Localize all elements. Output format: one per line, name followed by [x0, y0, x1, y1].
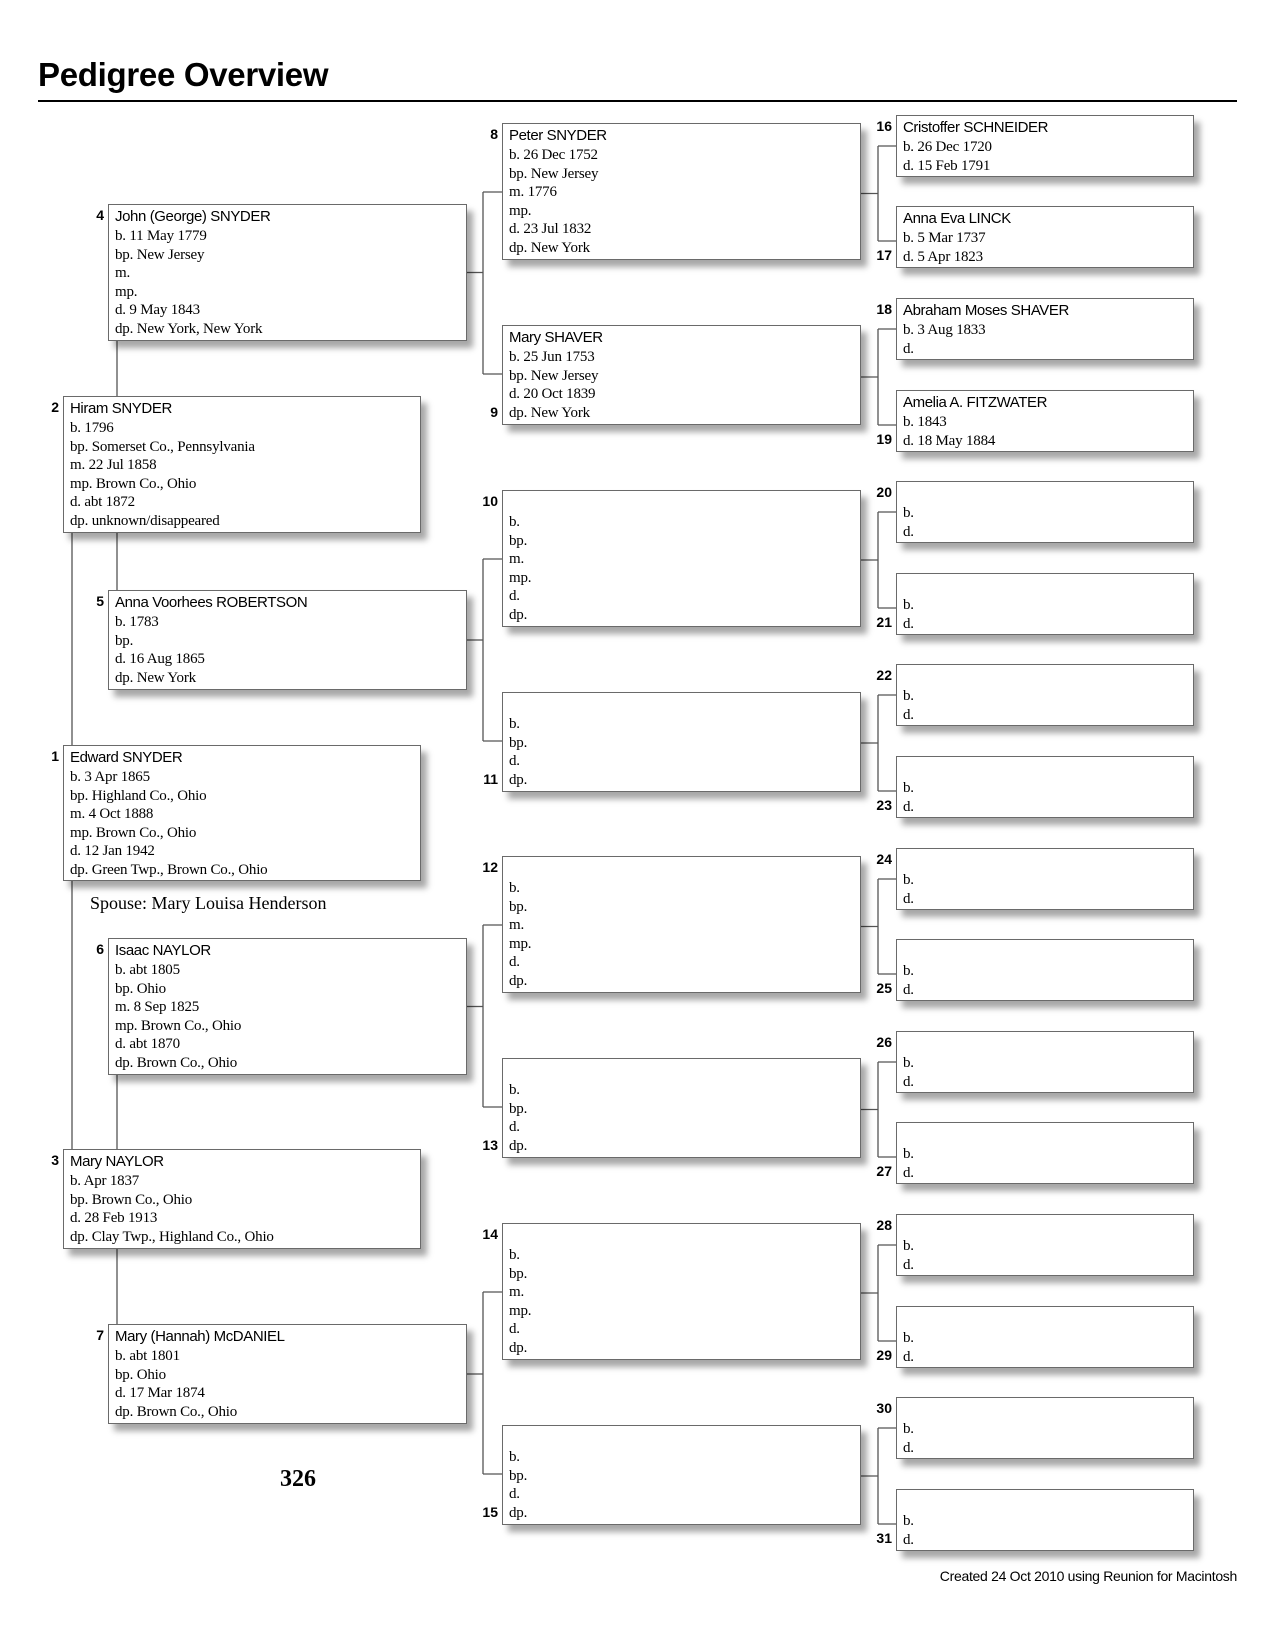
person-number: 31 — [876, 1530, 892, 1546]
person-fact: b. 3 Aug 1833 — [903, 322, 986, 338]
person-fact: d. 20 Oct 1839 — [509, 386, 596, 403]
person-fact: b. 3 Apr 1865 — [70, 769, 150, 785]
person-box-5[interactable] — [108, 590, 467, 690]
page-number: 326 — [280, 1466, 316, 1492]
person-fact: d. 28 Feb 1913 — [70, 1210, 158, 1227]
person-fact: d. — [903, 615, 914, 632]
person-number: 1 — [51, 748, 59, 764]
person-fact: bp. Brown Co., Ohio — [70, 1191, 193, 1208]
person-fact: bp. New Jersey — [509, 367, 599, 384]
person-box-11[interactable] — [502, 692, 861, 792]
person-box-7[interactable] — [108, 1324, 467, 1424]
person-fact: mp. — [509, 935, 532, 952]
person-box-25[interactable] — [896, 939, 1194, 1001]
person-fact: b. — [509, 514, 520, 530]
person-box-10[interactable] — [502, 490, 861, 627]
person-fact: b. — [903, 688, 914, 704]
person-name — [509, 493, 860, 513]
person-name — [509, 859, 860, 879]
person-fact: bp. — [509, 1265, 528, 1282]
person-box-30[interactable] — [896, 1397, 1194, 1459]
person-number: 16 — [876, 118, 892, 134]
person-fact: dp. — [509, 972, 528, 989]
person-name: Mary NAYLOR — [70, 1153, 164, 1170]
person-number: 11 — [483, 771, 498, 787]
person-fact: m. — [115, 265, 131, 282]
person-name — [903, 1492, 1193, 1512]
person-fact: b. — [903, 780, 914, 796]
person-fact: bp. Highland Co., Ohio — [70, 787, 207, 804]
person-name: Anna Eva LINCK — [903, 210, 1011, 227]
person-number: 14 — [482, 1226, 498, 1242]
person-fact: d. — [509, 1119, 520, 1136]
person-number: 12 — [482, 859, 498, 875]
person-fact: m. 4 Oct 1888 — [70, 806, 154, 823]
person-fact: dp. — [509, 606, 528, 623]
person-number: 3 — [51, 1152, 59, 1168]
person-name — [903, 1217, 1193, 1237]
person-fact: d. 9 May 1843 — [115, 302, 200, 319]
person-fact: bp. New Jersey — [509, 165, 599, 182]
person-fact: b. 1796 — [70, 420, 114, 436]
person-fact: dp. New York — [509, 404, 590, 421]
person-fact: d. abt 1872 — [70, 494, 135, 511]
person-name — [509, 1226, 860, 1246]
person-fact: b. 1783 — [115, 614, 159, 630]
person-fact: b. — [903, 1330, 914, 1346]
person-name — [903, 1125, 1193, 1145]
person-name — [903, 576, 1193, 596]
person-number: 2 — [51, 399, 59, 415]
person-fact: dp. — [509, 1137, 528, 1154]
person-number: 29 — [876, 1347, 892, 1363]
person-name — [903, 1400, 1193, 1420]
person-fact: b. — [903, 1055, 914, 1071]
person-name — [509, 695, 860, 715]
person-box-4[interactable] — [108, 204, 467, 341]
person-name — [903, 667, 1193, 687]
person-fact: b. abt 1805 — [115, 962, 180, 978]
person-fact: d. — [509, 954, 520, 971]
person-fact: bp. — [115, 632, 134, 649]
person-fact: d. — [903, 1531, 914, 1548]
person-fact: b. 11 May 1779 — [115, 228, 207, 244]
person-box-23[interactable] — [896, 756, 1194, 818]
person-box-27[interactable] — [896, 1122, 1194, 1184]
person-fact: mp. — [509, 1302, 532, 1319]
person-box-31[interactable] — [896, 1489, 1194, 1551]
person-number: 8 — [490, 126, 498, 142]
person-box-28[interactable] — [896, 1214, 1194, 1276]
person-fact: d. — [903, 1073, 914, 1090]
person-fact: d. 18 May 1884 — [903, 432, 996, 449]
person-name: Mary (Hannah) McDANIEL — [115, 1328, 285, 1345]
person-fact: d. 16 Aug 1865 — [115, 651, 205, 668]
person-name: Mary SHAVER — [509, 329, 603, 346]
person-box-16[interactable] — [896, 115, 1194, 177]
person-number: 6 — [96, 941, 104, 957]
person-name: Abraham Moses SHAVER — [903, 302, 1069, 319]
person-box-2[interactable] — [63, 396, 421, 533]
person-fact: b. — [509, 1247, 520, 1263]
person-number: 23 — [876, 797, 892, 813]
person-number: 21 — [876, 614, 892, 630]
person-fact: b. — [509, 1449, 520, 1465]
person-fact: d. 23 Jul 1832 — [509, 221, 592, 238]
person-fact: d. — [509, 1321, 520, 1338]
person-fact: dp. New York, New York — [115, 320, 263, 337]
person-number: 20 — [876, 484, 892, 500]
person-name — [903, 484, 1193, 504]
page-title: Pedigree Overview — [38, 56, 329, 93]
person-number: 28 — [876, 1217, 892, 1233]
person-fact: d. 12 Jan 1942 — [70, 843, 155, 860]
person-fact: b. 5 Mar 1737 — [903, 230, 986, 246]
person-fact: d. — [903, 890, 914, 907]
person-number: 19 — [876, 431, 892, 447]
person-fact: d. — [903, 706, 914, 723]
person-number: 25 — [876, 980, 892, 996]
person-fact: mp. — [509, 569, 532, 586]
person-number: 13 — [482, 1137, 498, 1153]
person-fact: b. — [903, 1513, 914, 1529]
person-name: Anna Voorhees ROBERTSON — [115, 594, 308, 611]
person-number: 10 — [482, 493, 498, 509]
person-fact: m. 22 Jul 1858 — [70, 457, 157, 474]
person-fact: b. — [903, 963, 914, 979]
person-fact: d. — [903, 1348, 914, 1365]
person-fact: bp. Ohio — [115, 980, 166, 997]
person-box-29[interactable] — [896, 1306, 1194, 1368]
person-fact: d. — [903, 523, 914, 540]
person-fact: mp. — [509, 202, 532, 219]
person-box-6[interactable] — [108, 938, 467, 1075]
person-fact: dp. New York — [115, 669, 196, 686]
person-fact: b. — [903, 1146, 914, 1162]
person-number: 5 — [96, 593, 104, 609]
person-box-3[interactable] — [63, 1149, 421, 1249]
person-fact: dp. New York — [509, 239, 590, 256]
person-box-15[interactable] — [502, 1425, 861, 1525]
person-fact: bp. — [509, 532, 528, 549]
person-fact: dp. — [509, 1339, 528, 1356]
person-fact: dp. Brown Co., Ohio — [115, 1403, 238, 1420]
person-fact: d. — [903, 981, 914, 998]
person-number: 24 — [876, 851, 892, 867]
person-fact: d. 5 Apr 1823 — [903, 248, 983, 265]
person-box-24[interactable] — [896, 848, 1194, 910]
person-name: Peter SNYDER — [509, 127, 607, 144]
person-number: 30 — [876, 1400, 892, 1416]
person-number: 26 — [876, 1034, 892, 1050]
person-fact: bp. — [509, 734, 528, 751]
person-number: 17 — [876, 247, 892, 263]
person-box-22[interactable] — [896, 664, 1194, 726]
person-fact: d. — [509, 588, 520, 605]
person-box-19[interactable] — [896, 390, 1194, 452]
person-box-12[interactable] — [502, 856, 861, 993]
person-box-13[interactable] — [502, 1058, 861, 1158]
person-fact: bp. — [509, 898, 528, 915]
person-name — [903, 1309, 1193, 1329]
person-box-9[interactable] — [502, 325, 861, 425]
person-fact: d. — [903, 1164, 914, 1181]
person-fact: b. Apr 1837 — [70, 1173, 140, 1189]
person-fact: d. abt 1870 — [115, 1036, 180, 1053]
person-fact: m. — [509, 551, 525, 568]
person-fact: b. abt 1801 — [115, 1348, 180, 1364]
person-box-18[interactable] — [896, 298, 1194, 360]
person-fact: mp. — [115, 283, 138, 300]
person-fact: b. — [903, 872, 914, 888]
person-fact: d. — [903, 1439, 914, 1456]
person-fact: d. 15 Feb 1791 — [903, 157, 991, 174]
person-fact: mp. Brown Co., Ohio — [70, 475, 197, 492]
person-fact: b. — [903, 597, 914, 613]
person-fact: dp. — [509, 1504, 528, 1521]
person-fact: bp. — [509, 1100, 528, 1117]
person-name — [509, 1061, 860, 1081]
person-fact: b. 1843 — [903, 414, 947, 430]
person-fact: dp. unknown/disappeared — [70, 512, 220, 529]
person-name: Cristoffer SCHNEIDER — [903, 119, 1049, 136]
person-fact: b. — [903, 1238, 914, 1254]
person-fact: d. — [903, 1256, 914, 1273]
person-name: Hiram SNYDER — [70, 400, 172, 417]
person-name: Isaac NAYLOR — [115, 942, 211, 959]
person-fact: b. — [509, 1082, 520, 1098]
footer-credit: Created 24 Oct 2010 using Reunion for Macintosh — [939, 1568, 1237, 1584]
person-fact: b. — [509, 880, 520, 896]
person-box-20[interactable] — [896, 481, 1194, 543]
person-number: 18 — [876, 301, 892, 317]
person-name — [903, 851, 1193, 871]
person-fact: bp. New Jersey — [115, 246, 205, 263]
person-box-8[interactable] — [502, 123, 861, 260]
person-name — [509, 1428, 860, 1448]
person-fact: d. — [509, 1486, 520, 1503]
person-number: 27 — [876, 1163, 892, 1179]
person-name: John (George) SNYDER — [115, 208, 271, 225]
person-fact: bp. — [509, 1467, 528, 1484]
person-fact: d. — [509, 753, 520, 770]
person-number: 4 — [96, 207, 104, 223]
spouse-line: Spouse: Mary Louisa Henderson — [90, 893, 327, 913]
person-fact: mp. Brown Co., Ohio — [115, 1017, 242, 1034]
person-fact: b. 26 Dec 1752 — [509, 147, 598, 163]
person-fact: b. 26 Dec 1720 — [903, 139, 992, 155]
person-fact: bp. Ohio — [115, 1366, 166, 1383]
person-fact: b. — [903, 1421, 914, 1437]
person-fact: m. 8 Sep 1825 — [115, 999, 200, 1016]
person-name: Amelia A. FITZWATER — [903, 394, 1048, 411]
person-fact: d. — [903, 798, 914, 815]
person-box-17[interactable] — [896, 206, 1194, 268]
person-box-26[interactable] — [896, 1031, 1194, 1093]
person-number: 22 — [876, 667, 892, 683]
person-number: 7 — [96, 1327, 104, 1343]
person-fact: m. 1776 — [509, 184, 557, 201]
person-name — [903, 1034, 1193, 1054]
person-fact: b. — [509, 716, 520, 732]
person-fact: dp. Clay Twp., Highland Co., Ohio — [70, 1228, 274, 1245]
person-name — [903, 942, 1193, 962]
person-fact: d. — [903, 340, 914, 357]
person-fact: dp. Green Twp., Brown Co., Ohio — [70, 861, 268, 878]
person-fact: m. — [509, 917, 525, 934]
person-number: 9 — [490, 404, 498, 420]
person-fact: m. — [509, 1284, 525, 1301]
person-fact: dp. — [509, 771, 528, 788]
person-box-1[interactable] — [63, 745, 421, 881]
person-name — [903, 759, 1193, 779]
person-number: 15 — [482, 1504, 498, 1520]
person-name: Edward SNYDER — [70, 749, 183, 766]
person-box-21[interactable] — [896, 573, 1194, 635]
person-fact: b. — [903, 505, 914, 521]
person-fact: d. 17 Mar 1874 — [115, 1385, 205, 1402]
person-fact: mp. Brown Co., Ohio — [70, 824, 197, 841]
person-fact: bp. Somerset Co., Pennsylvania — [70, 438, 255, 455]
person-box-14[interactable] — [502, 1223, 861, 1360]
person-fact: dp. Brown Co., Ohio — [115, 1054, 238, 1071]
person-fact: b. 25 Jun 1753 — [509, 349, 595, 365]
